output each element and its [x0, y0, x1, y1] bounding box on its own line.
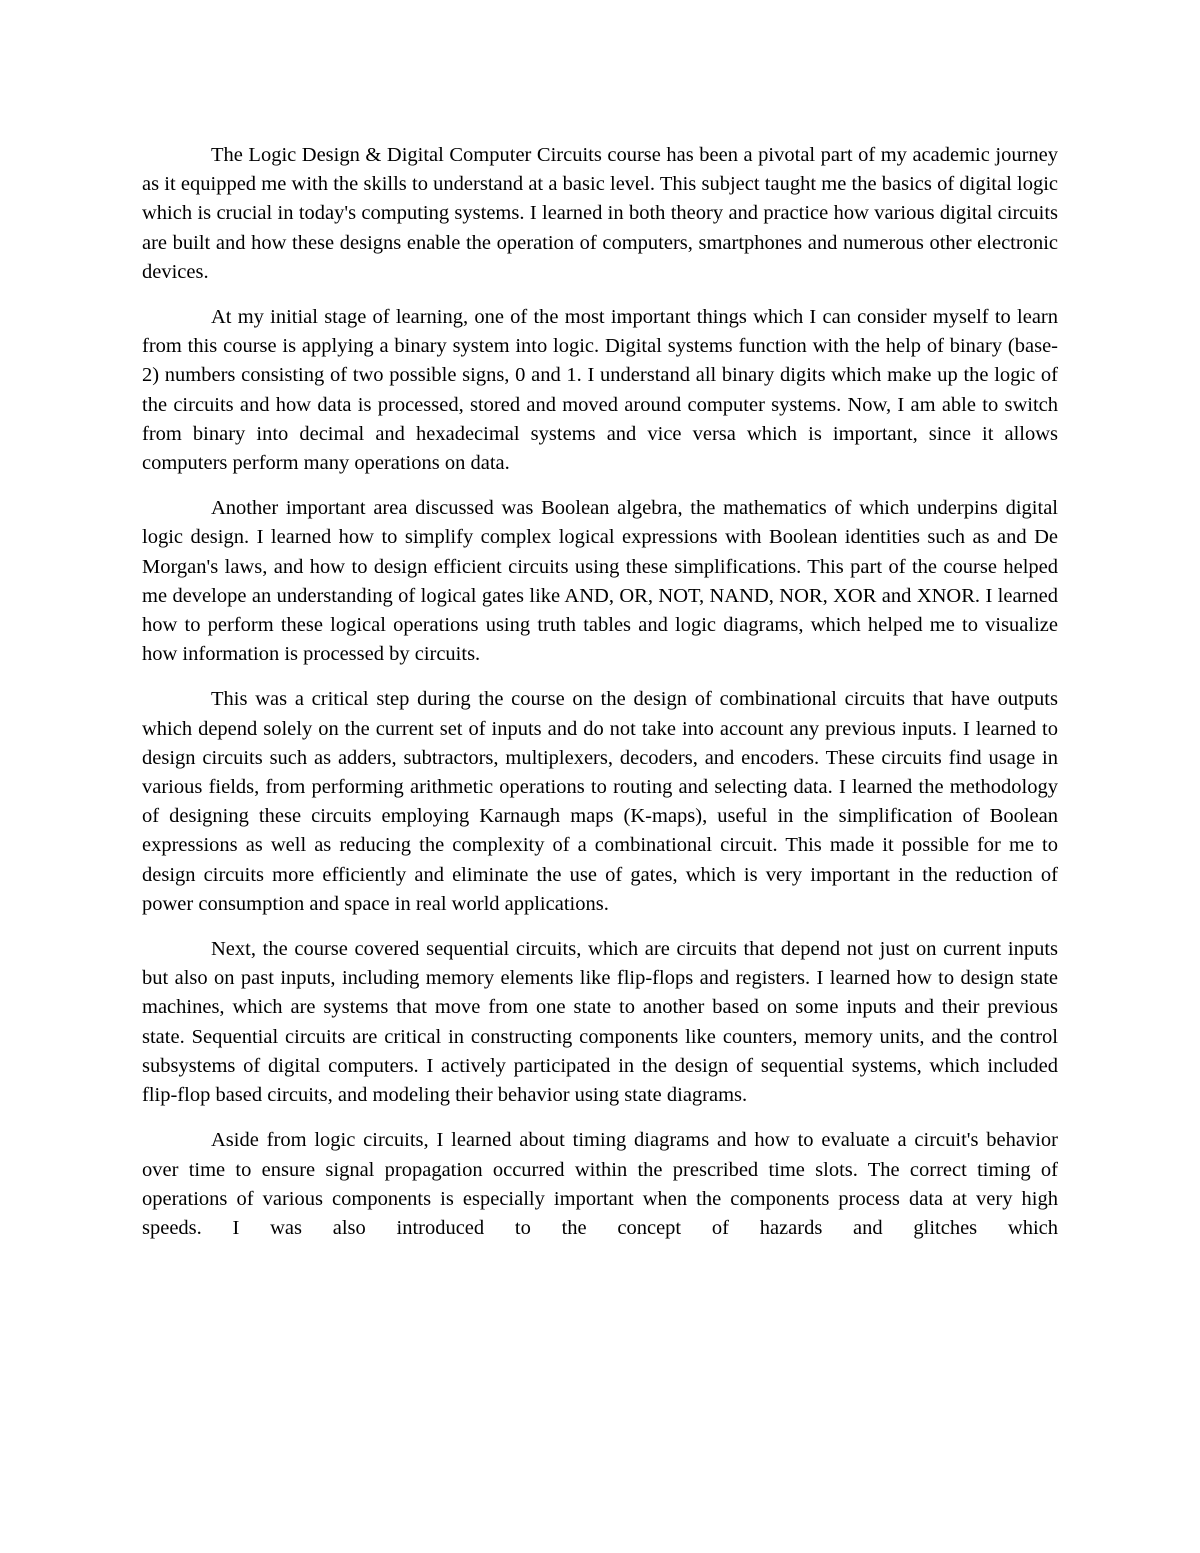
paragraph-combinational-circuits: This was a critical step during the course on the design of combinational circuits that have outputs which depend solely on the current set of inputs and do not take into account any previous inputs. I learned to design circuits such as adders, subtractors, multiplexers, decoders, and encoders. These circuits find usage in various fields, from performing arithmetic operations to routing and selecting data. I learned the methodology of designing these circuits employing Karnaugh maps (K-maps), useful in the simplification of Boolean expressions as well as reducing the complexity of a combinational circuit. This made it possible for me to design circuits more efficiently and eliminate the use of gates, which is very important in the reduction of power consumption and space in real world applications.: [142, 688, 1058, 915]
essay-body: [142, 141, 1058, 1243]
paragraph-timing-diagrams: Aside from logic circuits, I learned about timing diagrams and how to evaluate a circuit's behavior over time to ensure signal propagation occurred within the prescribed time slots. The correct timing of operations of various components is especially important when the components process data at very high speeds. I was also introduced to the concept of hazards and glitches which: [142, 1129, 1058, 1239]
paragraph-intro: The Logic Design & Digital Computer Circuits course has been a pivotal part of my academic journey as it equipped me with the skills to understand at a basic level. This subject taught me the basics of digital logic which is crucial in today's computing systems. I learned in both theory and practice how various digital circuits are built and how these designs enable the operation of computers, smartphones and numerous other electronic devices.: [142, 144, 1058, 283]
paragraph-boolean-algebra: Another important area discussed was Boolean algebra, the mathematics of which underpins digital logic design. I learned how to simplify complex logical expressions with Boolean identities such as and De Morgan's laws, and how to design efficient circuits using these simplifications. This part of the course helped me develope an understanding of logical gates like AND, OR, NOT, NAND, NOR, XOR and XNOR. I learned how to perform these logical operations using truth tables and logic diagrams, which helped me to visualize how information is processed by circuits.: [142, 497, 1058, 666]
paragraph-binary-systems: At my initial stage of learning, one of the most important things which I can consider myself to learn from this course is applying a binary system into logic. Digital systems function with the help of binary (base-2) numbers consisting of two possible signs, 0 and 1. I understand all binary digits which make up the logic of the circuits and how data is processed, stored and moved around computer systems. Now, I am able to switch from binary into decimal and hexadecimal systems and vice versa which is important, since it allows computers perform many operations on data.: [142, 306, 1058, 475]
paragraph-sequential-circuits: Next, the course covered sequential circuits, which are circuits that depend not just on current inputs but also on past inputs, including memory elements like flip-flops and registers. I learned how to design state machines, which are systems that move from one state to another based on some inputs and their previous state. Sequential circuits are critical in constructing components like counters, memory units, and the control subsystems of digital computers. I actively participated in the design of sequential systems, which included flip-flop based circuits, and modeling their behavior using state diagrams.: [142, 938, 1058, 1107]
